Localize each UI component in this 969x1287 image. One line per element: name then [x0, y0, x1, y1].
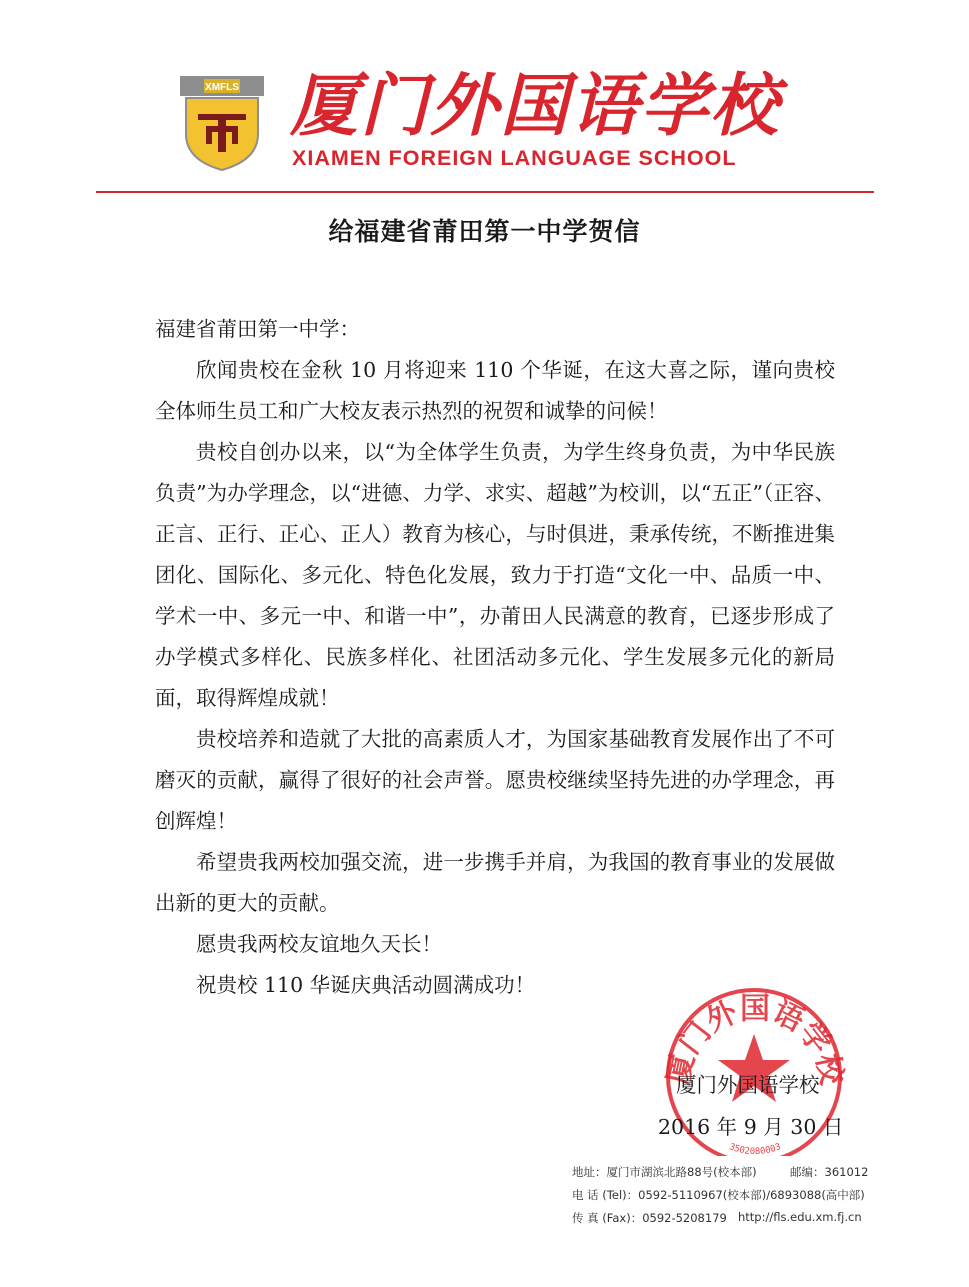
letter-body — [155, 309, 835, 1006]
paragraph: 愿贵我两校友谊地久天长！ — [196, 932, 442, 956]
letter-title: 给福建省莆田第一中学贺信 — [328, 217, 641, 246]
signature-date: 2016 年 9 月 30 日 — [658, 1115, 844, 1139]
salutation: 福建省莆田第一中学： — [155, 317, 360, 341]
footer-postcode: 邮编：361012 — [790, 1165, 869, 1179]
paragraph: 贵校自创办以来，以“为全体学生负责，为学生终身负责，为中华民族负责”为办学理念，以“进德、力学、求实、超越”为校训，以“五正”（正容、正言、正行、正心、正人）教育为核心，与时俱进，秉承传统，不断推进集团化、国际化、多元化、特色化发展，致力于打造“文化一中、品质一中、学术一中、多元一中、和谐一中”，办莆田人民满意的教育，已逐步形成了办学模式多样化、民族多样化、社团活动多元化、学生发展多元化的新局面，取得辉煌成就！ — [155, 440, 835, 710]
footer-address: 地址：厦门市湖滨北路88号(校本部) — [572, 1165, 757, 1179]
footer-website[interactable]: http://fls.edu.xm.fj.cn — [738, 1210, 862, 1224]
paragraph: 祝贵校 110 华诞庆典活动圆满成功！ — [196, 973, 536, 997]
paragraph: 希望贵我两校加强交流，进一步携手并肩，为我国的教育事业的发展做出新的更大的贡献。 — [155, 850, 835, 915]
svg-text:3502080003 — [727, 1142, 782, 1156]
seal-text: 厦门外国语学校 — [660, 991, 850, 1088]
paragraph: 欣闻贵校在金秋 10 月将迎来 110 个华诞，在这大喜之际，谨向贵校全体师生员工和广大校友表示热烈的祝贺和诚挚的问候！ — [155, 358, 835, 423]
footer-fax: 传 真 (Fax)：0592-5208179 — [572, 1211, 727, 1225]
signature-school: 厦门外国语学校 — [676, 1073, 820, 1097]
header-divider — [96, 191, 874, 193]
school-name-chinese: 厦门外国语学校 — [290, 66, 781, 146]
paragraph: 贵校培养和造就了大批的高素质人才，为国家基础教育发展作出了不可磨灭的贡献，赢得了很好的社会声誉。愿贵校继续坚持先进的办学理念，再创辉煌！ — [155, 727, 835, 833]
school-logo — [176, 72, 268, 172]
seal-number: 3502080003 — [727, 1142, 783, 1156]
logo-text: XMFLS — [205, 82, 239, 93]
footer-tel: 电 话 (Tel)：0592-5110967(校本部)/6893088(高中部) — [572, 1188, 865, 1202]
school-name-english: XIAMEN FOREIGN LANGUAGE SCHOOL — [292, 146, 737, 170]
